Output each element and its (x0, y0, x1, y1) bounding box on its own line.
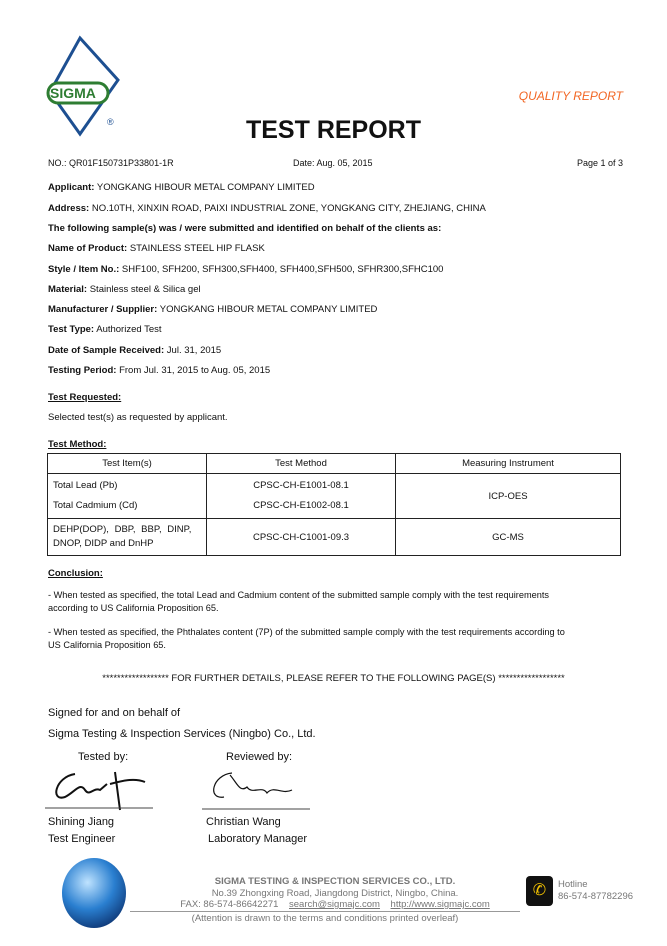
globe-icon (62, 858, 126, 928)
field-material: Material: Stainless steel & Silica gel (48, 284, 201, 295)
footer-website-link[interactable]: http://www.sigmajc.com (390, 899, 490, 910)
report-date: Date: Aug. 05, 2015 (293, 158, 373, 168)
field-samples-intro: The following sample(s) was / were submitted and identified on behalf of the clients as: (48, 223, 442, 234)
instrument: ICP-OES (396, 474, 621, 519)
page-title: TEST REPORT (245, 116, 421, 144)
field-manufacturer: Manufacturer / Supplier: YONGKANG HIBOUR METAL COMPANY LIMITED (48, 304, 378, 315)
test-method-table (47, 453, 621, 556)
column-header: Test Item(s) (48, 454, 207, 474)
tester-signature (45, 762, 155, 812)
test-method: CPSC-CH-E1001-08.1 (253, 480, 349, 491)
field-testing-period: Testing Period: From Jul. 31, 2015 to Aug. 05, 2015 (48, 365, 271, 376)
column-header: Test Method (207, 454, 396, 474)
field-test-type: Test Type: Authorized Test (48, 324, 162, 335)
test-method: CPSC-CH-E1002-08.1 (253, 500, 349, 511)
column-header: Measuring Instrument (396, 454, 621, 474)
table-row (48, 474, 621, 519)
quality-report-label: QUALITY REPORT (518, 89, 623, 103)
conclusion-text: - When tested as specified, the total Lead and Cadmium content of the submitted sample comply with the test requirements (48, 590, 549, 600)
field-applicant: Applicant: YONGKANG HIBOUR METAL COMPANY LIMITED (48, 182, 315, 193)
instrument: GC-MS (396, 519, 621, 556)
conclusion-text: according to US California Proposition 65. (48, 603, 219, 613)
conclusion-text: US California Proposition 65. (48, 640, 166, 650)
signed-on-behalf: Signed for and on behalf of (48, 707, 181, 719)
test-item: DNOP, DIDP and DnHP (53, 538, 154, 549)
test-item: Total Lead (Pb) (53, 480, 118, 491)
test-method: CPSC-CH-C1001-09.3 (207, 519, 396, 556)
footer-email-link[interactable]: search@sigmajc.com (289, 899, 380, 910)
field-product: Name of Product: STAINLESS STEEL HIP FLASK (48, 243, 265, 254)
test-item: Total Cadmium (Cd) (53, 500, 138, 511)
field-style: Style / Item No.: SHF100, SFH200, SFH300,SFH400, SFH400,SFH500, SFHR300,SFHC100 (48, 264, 444, 275)
field-date-received: Date of Sample Received: Jul. 31, 2015 (48, 345, 222, 356)
hotline-label: Hotline (558, 879, 588, 890)
footer-fax: FAX: 86-574-86642271 (180, 899, 279, 910)
test-requested-text: Selected test(s) as requested by applicant. (48, 412, 228, 423)
reviewer-name: Christian Wang (206, 816, 281, 828)
table-row (48, 519, 621, 556)
test-requested-heading: Test Requested: (48, 392, 122, 403)
tester-title: Test Engineer (48, 833, 116, 845)
reviewer-signature (202, 765, 312, 810)
logo-text: SIGMA (50, 85, 96, 101)
conclusion-heading: Conclusion: (48, 568, 103, 579)
field-address: Address: NO.10TH, XINXIN ROAD, PAIXI INDUSTRIAL ZONE, YONGKANG CITY, ZHEJIANG, CHINA (48, 203, 486, 214)
hotline-number: 86-574-87782296 (558, 891, 634, 902)
footer-address: No.39 Zhongxing Road, Jiangdong District, Ningbo, China. (211, 888, 459, 899)
signing-company: Sigma Testing & Inspection Services (Ningbo) Co., Ltd. (48, 728, 316, 740)
footer-contacts (130, 899, 540, 910)
reviewed-by-label: Reviewed by: (226, 751, 293, 763)
footer-company: SIGMA TESTING & INSPECTION SERVICES CO., LTD. (214, 876, 456, 887)
registered-mark: ® (107, 117, 114, 127)
tested-by-label: Tested by: (78, 751, 129, 763)
tester-name: Shining Jiang (48, 816, 115, 828)
conclusion-text: - When tested as specified, the Phthalates content (7P) of the submitted sample comply with the test requirements according to (48, 627, 565, 637)
footer-divider (130, 911, 520, 912)
footer-attention: (Attention is drawn to the terms and conditions printed overleaf) (191, 913, 459, 924)
reviewer-title: Laboratory Manager (208, 833, 308, 845)
further-details-note: ****************** FOR FURTHER DETAILS, PLEASE REFER TO THE FOLLOWING PAGE(S) ****************** (102, 673, 565, 684)
report-number: NO.: QR01F150731P33801-1R (48, 158, 174, 168)
phone-icon: ✆ (526, 876, 553, 906)
test-method-heading: Test Method: (48, 439, 107, 450)
test-item: DEHP(DOP), DBP, BBP, DINP, (53, 524, 192, 535)
page-number: Page 1 of 3 (576, 158, 623, 168)
